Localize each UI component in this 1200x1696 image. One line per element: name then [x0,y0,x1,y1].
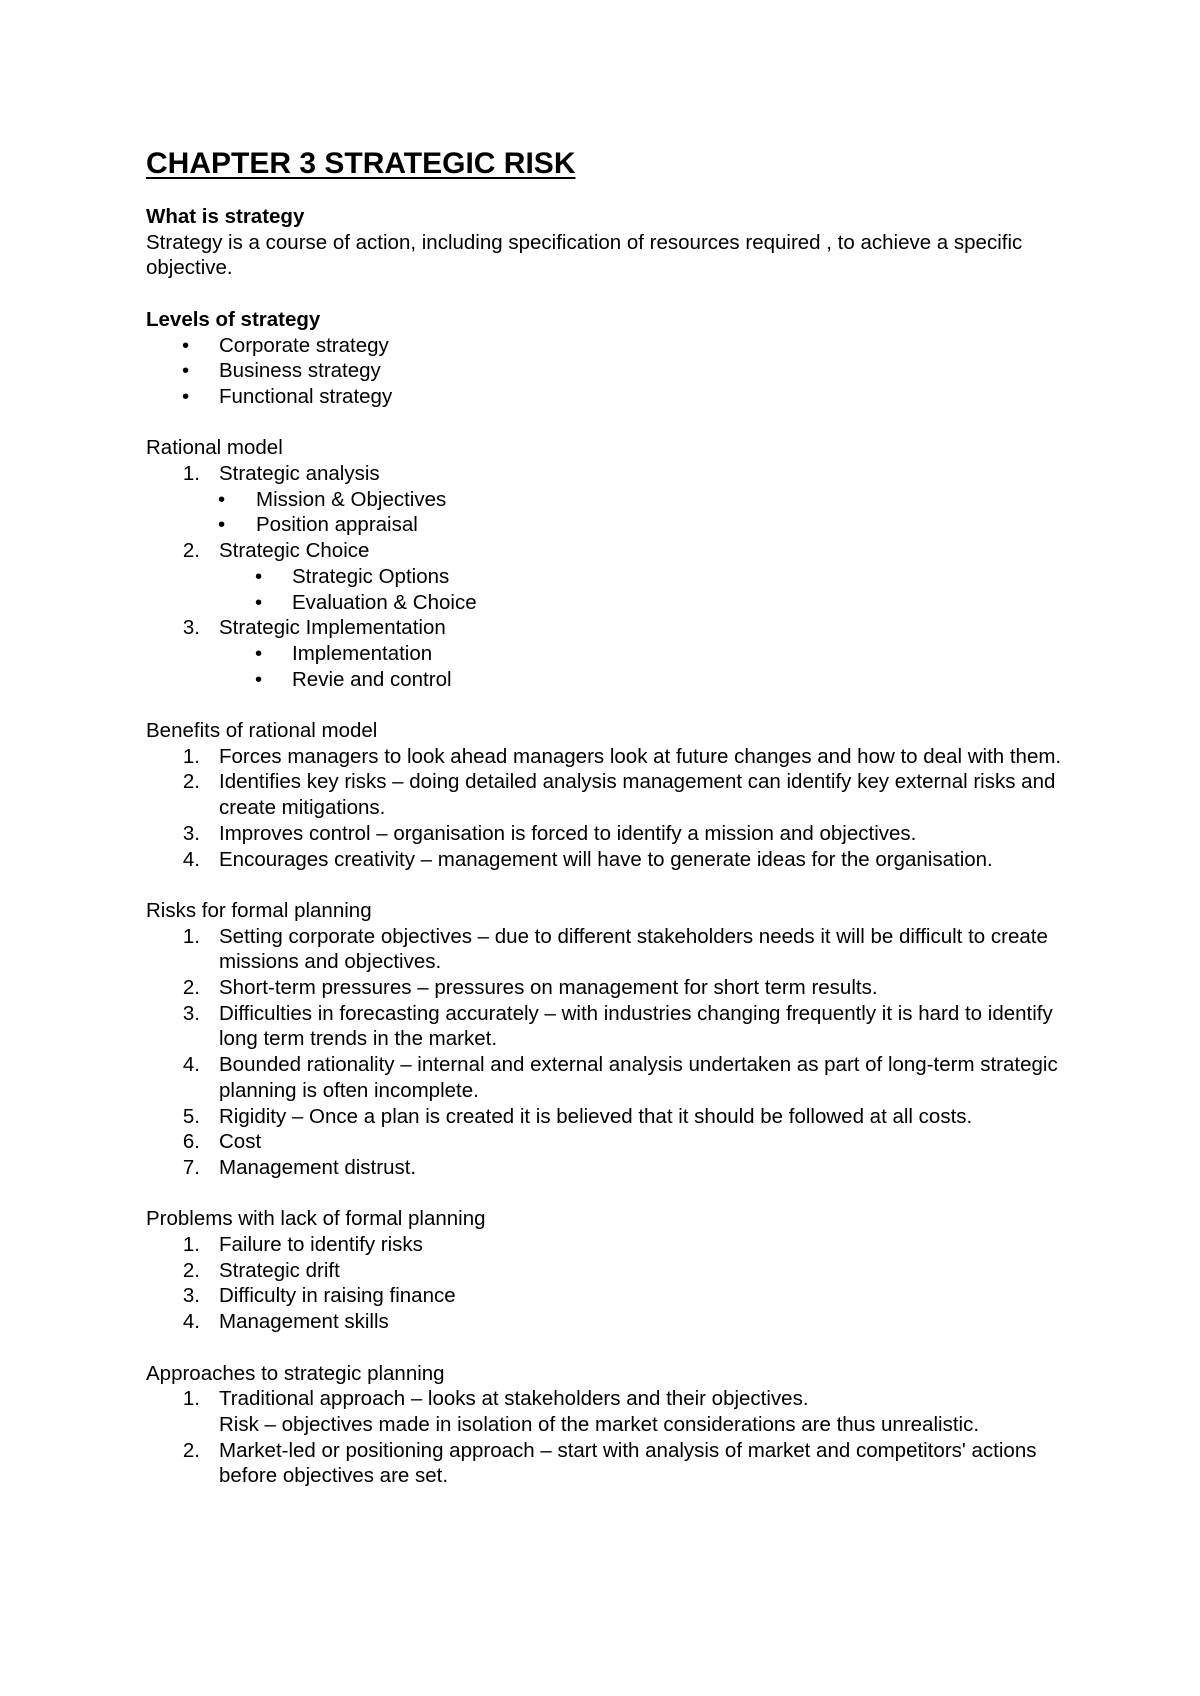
levels-list [146,333,1076,410]
page-title: CHAPTER 3 STRATEGIC RISK [146,147,576,180]
list-item: 1. Strategic analysis [146,461,1076,487]
section-heading-risks: Risks for formal planning [146,898,372,922]
list-number: 1. [182,924,200,948]
bullet-icon: • [182,333,190,357]
section-heading-rational-model: Rational model [146,436,283,460]
list-item: 3. Improves control – organisation is forced to identify a mission and objectives. [146,821,1076,847]
section-heading-benefits: Benefits of rational model [146,719,378,743]
bullet-icon: • [182,384,190,408]
bullet-icon: • [218,487,226,511]
list-number: 5. [182,1104,200,1128]
list-number: 4. [182,847,200,871]
risks-list [146,924,1076,1181]
list-number: 3. [182,1001,200,1025]
list-number: 3. [182,616,200,640]
section-heading-what-is-strategy: What is strategy [146,205,305,228]
list-item: 1. Setting corporate objectives – due to different stakeholders needs it will be difficult to create missions and objectives. [146,924,1076,975]
list-item: • Corporate strategy [146,333,1076,359]
list-item: 2. Identifies key risks – doing detailed analysis management can identify key external risks and create mitigations. [146,769,1076,820]
list-item [146,1386,1076,1437]
list-item: 3. Difficulties in forecasting accurately – with industries changing frequently it is hard to identify long term trends in the market. [146,1001,1076,1052]
section-heading-problems: Problems with lack of formal planning [146,1207,486,1231]
list-item: 2. Strategic Choice [146,538,1076,564]
list-number: 1. [182,1233,200,1257]
sub-list-item: • Mission & Objectives [146,487,1076,513]
list-item: 4. Bounded rationality – internal and external analysis undertaken as part of long-term strategic planning is often incomplete. [146,1052,1076,1103]
list-item: 2. Market-led or positioning approach – start with analysis of market and competitors' actions before objectives are set. [146,1438,1076,1489]
bullet-icon: • [182,359,190,383]
bullet-icon: • [255,641,263,665]
list-item: 6. Cost [146,1129,1076,1155]
list-item: • Functional strategy [146,384,1076,410]
list-number: 2. [182,770,200,794]
list-item: 2. Strategic drift [146,1258,1076,1284]
list-number: 2. [182,1258,200,1282]
list-item: 4. Encourages creativity – management will have to generate ideas for the organisation. [146,847,1076,873]
approaches-list [146,1386,1076,1489]
rational-model-list [146,461,1076,692]
list-item: 1. Forces managers to look ahead managers look at future changes and how to deal with them. [146,744,1076,770]
sub-list-item: • Strategic Options [146,564,1076,590]
sub-list-item: • Position appraisal [146,512,1076,538]
bullet-icon: • [218,513,226,537]
list-item: 1. Failure to identify risks [146,1232,1076,1258]
bullet-icon: • [255,564,263,588]
list-number: 4. [182,1053,200,1077]
list-number: 2. [182,976,200,1000]
list-item: 4. Management skills [146,1309,1076,1335]
list-item: 7. Management distrust. [146,1155,1076,1181]
problems-list [146,1232,1076,1335]
approach-risk-note: Risk – objectives made in isolation of the market considerations are thus unrealistic. [219,1412,980,1436]
list-item: 3. Strategic Implementation [146,615,1076,641]
document-page [146,146,1076,1489]
sub-list-item: • Implementation [146,641,1076,667]
list-item: • Business strategy [146,358,1076,384]
section-heading-levels: Levels of strategy [146,307,321,331]
bullet-icon: • [255,667,263,691]
sub-list-item: • Evaluation & Choice [146,590,1076,616]
list-number: 2. [182,539,200,563]
list-number: 7. [182,1155,200,1179]
list-number: 1. [182,462,200,485]
list-item: 5. Rigidity – Once a plan is created it is believed that it should be followed at all costs. [146,1104,1076,1130]
benefits-list [146,744,1076,873]
strategy-definition: Strategy is a course of action, including specification of resources required , to achieve a specific objective. [146,230,1023,280]
list-number: 1. [182,1387,200,1411]
list-number: 4. [182,1310,200,1334]
bullet-icon: • [255,590,263,614]
list-item: 2. Short-term pressures – pressures on management for short term results. [146,975,1076,1001]
list-number: 3. [182,821,200,845]
list-number: 6. [182,1130,200,1154]
list-item: 3. Difficulty in raising finance [146,1283,1076,1309]
list-number: 1. [182,744,200,768]
list-number: 2. [182,1438,200,1462]
section-heading-approaches: Approaches to strategic planning [146,1361,445,1385]
approach-text: Traditional approach – looks at stakeholders and their objectives. [219,1387,809,1411]
list-number: 3. [182,1284,200,1308]
sub-list-item: • Revie and control [146,667,1076,693]
